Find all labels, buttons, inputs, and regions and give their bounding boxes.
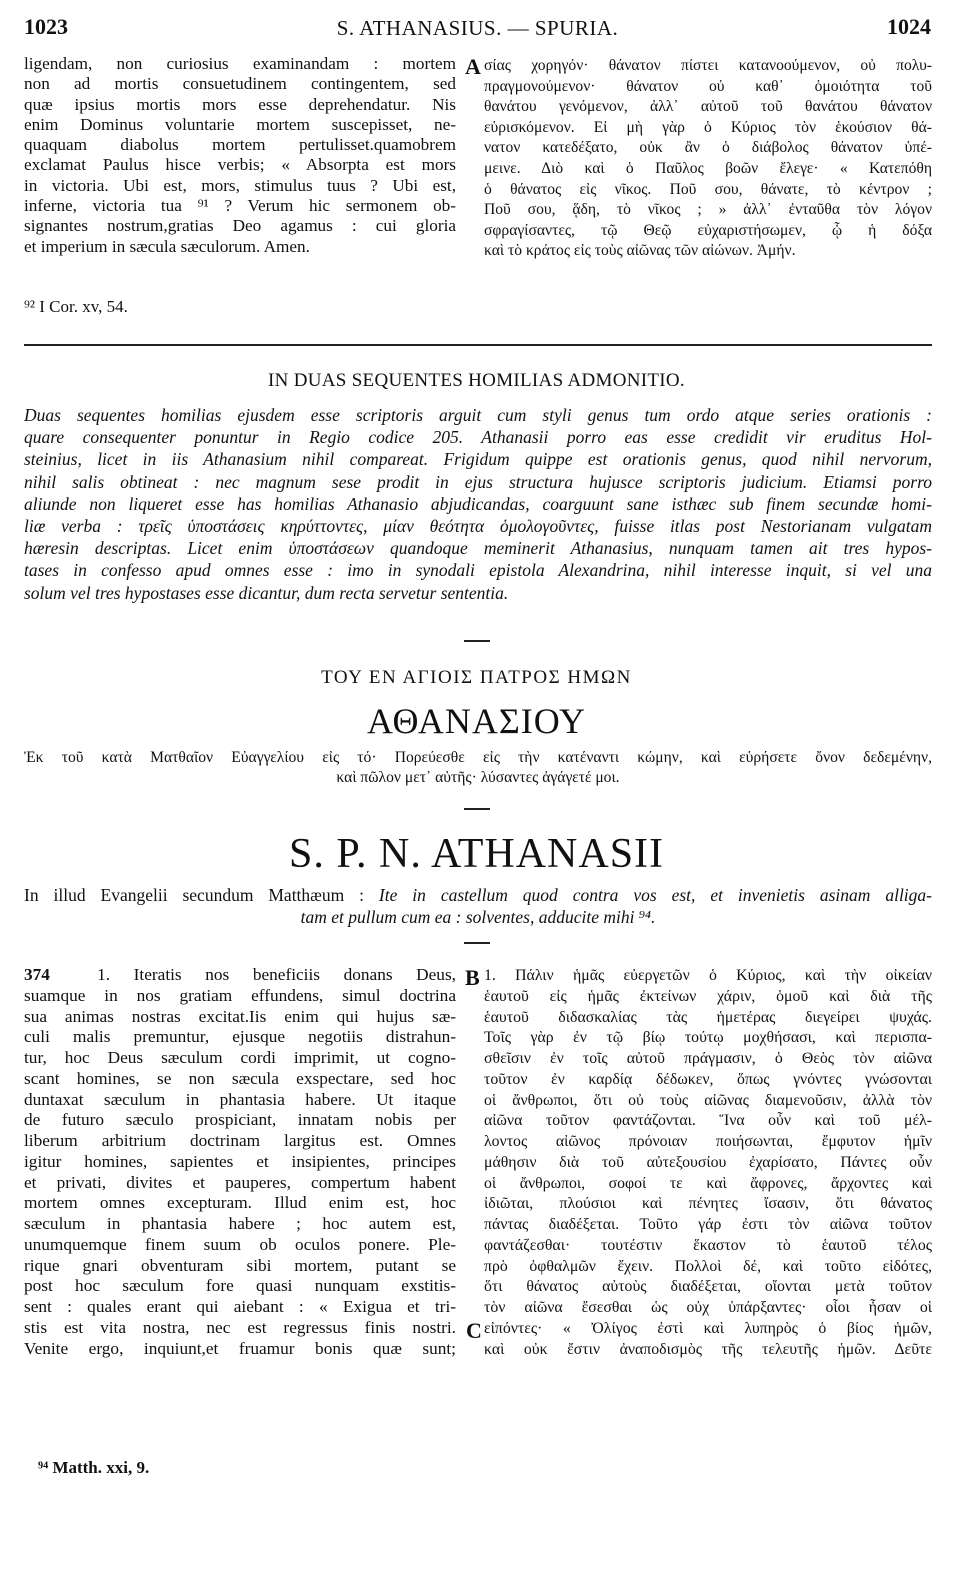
text-line: tam et pullum cum ea : solventes, adducite mihi ⁹⁴. [300, 907, 656, 927]
text-line: Duas sequentes homilias ejusdem esse scriptoris arguit cum styli genus tum ordo atque series orationis : [24, 405, 932, 425]
greek-column-top [484, 56, 932, 262]
admonitio-title: IN DUAS SEQUENTES HOMILIAS ADMONITIO. [268, 370, 685, 391]
running-title: S. ATHANASIUS. — SPURIA. [336, 16, 619, 40]
greek-column-bottom [484, 966, 932, 1360]
text-line: εἰπόντες· « Ὀλίγος ἐστὶ καὶ λυπηρὸς ὁ βίος ἡμῶν, [484, 1319, 932, 1337]
text-line: 374 1. Iteratis nos beneficiis donans Deus, [24, 965, 456, 984]
text-line: sent : quales erant qui aiebant : « Exigua et tri- [24, 1297, 456, 1316]
latin-column-bottom [24, 965, 456, 1359]
text-line: inferne, victoria tua ⁹¹ ? Verum hic sermonem ob- [24, 196, 456, 216]
text-line: ἰδιῶται, πλούσιοι καὶ πένητες ἴσασιν, ὅτι θάνατος [484, 1195, 932, 1213]
text-line: εὑρισκόμενον. Εἰ μὴ γὰρ ὁ Κύριος τὸν ἑκούσιον θά- [484, 118, 932, 136]
greek-author-name: ΑΘΑΝΑΣΙΟΥ [367, 701, 586, 741]
text-line: liberum arbitrium doctrinam largitus est. Omnes [24, 1131, 456, 1150]
text-line: quaquam diabolus mortem pertulisset.quamobrem [24, 135, 456, 155]
text-line: et privati, divites et pauperes, compertum habent [24, 1172, 456, 1192]
text-line: nihil salis obtineat : nec magnum sese prodit in ejus structura hujusce scriptoris judicium. Etiamsi porro [24, 471, 932, 492]
text-line: steinius, licet in iis Athanasium nihil compareat. Frigidum quippe est orationis genus, quod nihil nervorum, [24, 449, 932, 470]
text-line: οἱ ἄνθρωποι, ὅτι οὐ τοὺς αἰῶνας διαμενοῦσιν, ἀλλὰ τὸν [484, 1091, 932, 1109]
text-line: culi malis premuntur, ejusque negotiis distrahun- [24, 1027, 456, 1047]
text-line: sæculum in phantasia habere ; hoc autem est, [24, 1214, 456, 1233]
greek-subtitle [24, 748, 932, 788]
latin-subtitle [24, 884, 932, 928]
text-line: καὶ οὐκ ἔστιν ἀναποδισμὸς τῆς τελευτῆς ἡμῶν. Δεῦτε [484, 1340, 932, 1358]
text-line: λοντος αἰῶνος πρόνοιαν ποιήσωνται, ἔμφυτον ἡμῖν [484, 1133, 932, 1150]
text-line: exclamat Paulus hisce verbis; « Absorpta est mors [24, 155, 456, 175]
text-line: rique gnari obventuram sibi mortem, putant se [24, 1255, 456, 1275]
text-line: τοῦτον ἐν καρδίᾳ δέδωκεν, ὅπως γνόντες γνώσονται [484, 1070, 932, 1088]
latin-author-name: S. P. N. ATHANASII [288, 831, 665, 877]
text-line: ligendam, non curiosius examinandam : mortem [24, 54, 456, 73]
text-line: mortem omnes excepturam. Illud enim est, hoc [24, 1193, 456, 1213]
section-divider [24, 344, 932, 346]
text-line: τὸν αἰῶνα ἔσεσθαι ὡς οὐχ ὑπάρξαντες· οἷοι ἦσαν οἱ [484, 1299, 932, 1316]
text-line: aliunde non liqueret esse has homilias Athanasio abjudicandas, coarguunt sane isthæc sub finem secundæ homi- [24, 493, 932, 514]
text-line: σίας χορηγόν· θάνατον πίστει κατανοούμενον, οὐ πολυ- [484, 57, 932, 74]
text-line: et imperium in sæcula sæculorum. Amen. [24, 236, 310, 256]
text-line: tases in confesso apud omnes esse : imo in synodali epistola Alexandrina, nihil interesse inquit, si vel una [24, 560, 932, 581]
latin-column-top [24, 54, 456, 257]
text-line: οἱ ἄνθρωποι, σοφοί τε καὶ ἄφρονες, ἄρχοντες καὶ [484, 1174, 932, 1192]
text-line: tur, hoc Deus sæculum cordi imprimit, ut cogno- [24, 1048, 456, 1067]
text-line: Ἐκ τοῦ κατὰ Ματθαῖον Εὐαγγελίου εἰς τό· Πορεύεσθε εἰς τὴν κατέναντι κώμην, καὶ εὑρήσετε ὄνον δεδεμένην, [24, 749, 932, 766]
text-line: enim Dominus voluntarie mortem suscepisset, ne- [24, 114, 456, 134]
text-line: igitur homines, sapientes et insipientes, principes [24, 1151, 456, 1171]
text-line: liæ verba : τρεῖς ὑποστάσεις κηρύττοντες, μίαν θεότητα ὁμολογοῦντες, fuisse itlas post Nestorianam vulgatam [24, 516, 932, 537]
page-number-right: 1024 [887, 14, 931, 39]
text-line: αἰῶνα τοῦτον φαντάζονται. Ἵνα οὖν καὶ τοῦ μέλ- [484, 1112, 932, 1130]
column-marker-b: B [465, 965, 480, 990]
column-marker-c: C [466, 1318, 482, 1343]
page-number-left: 1023 [24, 14, 68, 39]
text-line: post hoc sæculum fore quasi nunquam exstitis- [24, 1276, 456, 1296]
text-line: sua animas nostras excitat.Iis enim qui hujus sæ- [24, 1006, 456, 1026]
admonitio-body [24, 404, 932, 604]
text-line: καὶ τὸ κράτος εἰς τοὺς αἰῶνας τῶν αἰώνων. Ἀμήν. [484, 242, 796, 260]
text-line: suamque in nos gratiam effundens, simul doctrina [24, 985, 456, 1005]
short-rule [464, 640, 490, 642]
text-line: πάντας διαδέξεται. Τοῦτο γάρ ἐστι τὸν αἰῶνα τοῦτον [484, 1216, 932, 1233]
text-line: signantes nostrum,gratias Deo agamus : cui gloria [24, 216, 456, 236]
short-rule [464, 808, 490, 810]
text-line: πραγμονούμενον· θάνατον οὐ καθ᾽ ὁμοιότητα τοῦ [484, 77, 932, 95]
text-line: φαντάζεσθαι· τουτέστιν ἕκαστον τὸ ἑαυτοῦ τέλος [484, 1236, 932, 1254]
text-line: ἑαυτοῦ διδασκαλίας τὰς ἡμετέρας διεγείρει ψυχάς. [484, 1008, 932, 1026]
text-line: μάθησιν διὰ τοῦ αὐτεξουσίου ἐχαρίσατο, Πάντες οὖν [484, 1153, 932, 1171]
text-line: stis est vita nostra, nec est regressus finis nostri. [24, 1317, 456, 1337]
footnote-top: ⁹² I Cor. xv, 54. [24, 297, 128, 316]
text-line: ἑαυτοῦ εἰς ἡμᾶς ἐκτείνων χάριν, ὁμοῦ καὶ διὰ τῆς [484, 987, 932, 1005]
text-line: quare consequenter ponuntur in Regio codice 205. Athanasii porro eas esse credidit vir eruditus Hol- [24, 427, 932, 448]
text-line: hæresin descriptas. Licet enim ὑποστάσεων quandoque meminerit Athanasius, nunquam tamen ait tres hypos- [24, 538, 932, 559]
text-line: quæ ipsius mortis mors esse deprehendatur. Nis [24, 94, 456, 114]
text-line: solum vel tres hypostases esse dicantur, dum recta servetur sententia. [24, 582, 509, 603]
text-line: non ad mortis consuetudinem contingentem, sed [24, 74, 456, 94]
text-line: 1. Πάλιν ἡμᾶς εὐεργετῶν ὁ Κύριος, καὶ τὴν οἰκείαν [484, 967, 932, 984]
greek-heading: ΤΟΥ ΕΝ ΑΓΙΟΙΣ ΠΑΤΡΟΣ ΗΜΩΝ [321, 667, 632, 688]
text-line: μεινε. Διὸ καὶ ὁ Παῦλος βοῶν ἔλεγε· « Κατεπόθη [484, 159, 932, 177]
text-line: in victoria. Ubi est, mors, stimulus tuus ? Ubi est, [24, 175, 456, 195]
column-marker-a: A [465, 54, 481, 79]
column-number: 374 [24, 965, 50, 984]
text-line: Ποῦ σου, ᾅδη, τὸ νῖκος ; » ἀλλ᾽ ἐνταῦθα τὸν λόγον [484, 201, 932, 219]
footnote-bottom: ⁹⁴ Matth. xxi, 9. [38, 1458, 150, 1477]
text-line: νατον κατεδέξατο, οὐκ ἂν ὁ διάβολος θάνατον ὑπέ- [484, 139, 932, 157]
text-line: θανάτου γενόμενον, ἀλλ᾽ αὐτοῦ τοῦ θανάτου θάνατον [484, 98, 932, 116]
text-line: Τοῖς γὰρ ἐν τῷ βίῳ τούτῳ μοχθήσασι, καὶ περισπα- [484, 1029, 932, 1047]
text-line: duntaxat sæculum in phantasia habere. Ut itaque [24, 1089, 456, 1109]
text-line: In illud Evangelii secundum Matthæum : Ite in castellum quod contra vos est, et invenietis asinam alliga- [24, 885, 932, 905]
text-line: ὁ θάνατος εἰς νῖκος. Ποῦ σου, θάνατε, τὸ κέντρον ; [484, 180, 932, 198]
text-line: Venite ergo, inquiunt,et fruamur bonis quæ sunt; [24, 1338, 456, 1358]
text-line: σθεῖσιν ἐν τοῖς αὐτοῦ πράγμασιν, ὁ Θεὸς τὸν αἰῶνα [484, 1050, 932, 1067]
text-line: σφραγίσαντες, τῷ Θεῷ εὐχαριστήσωμεν, ᾧ ἡ δόξα [484, 221, 932, 239]
text-line: de futuro sæculo prospiciant, innatam nobis per [24, 1110, 456, 1130]
text-line: ὅτι θάνατος αὐτοὺς διαδέξεται, οἴονται μετὰ τοῦτον [484, 1278, 932, 1296]
running-header [24, 14, 931, 44]
text-line: scant homines, se non sæcula exspectare, sed hoc [24, 1068, 456, 1088]
text-line: πρὸ ὀφθαλμῶν ἔχειν. Πολλοὶ δέ, καὶ τοῦτο εἰδότες, [484, 1257, 932, 1275]
text-line: καὶ πῶλον μετ᾽ αὐτῆς· λύσαντες ἀγάγετέ μοι. [336, 769, 620, 786]
text-line: unumquemque finem suum ob oculos ponere. Ple- [24, 1234, 456, 1254]
short-rule [464, 942, 490, 944]
